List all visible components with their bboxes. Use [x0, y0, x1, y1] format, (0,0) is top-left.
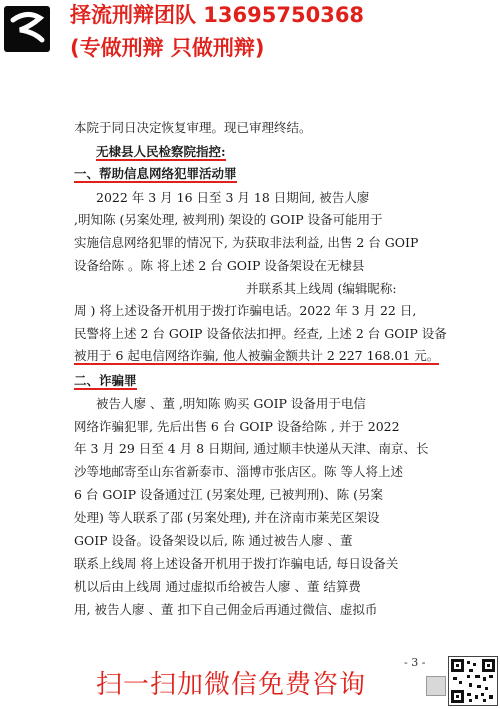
text-line: 沙等地邮寄至山东省新泰市、淄博市张店区。陈 等人将上述	[74, 464, 403, 479]
section-label	[96, 141, 226, 163]
text-line: 6 台 GOIP 设备通过江 (另案处理, 已被判刑)、陈 (另案	[74, 487, 383, 502]
text-line: 联系上线周 将上述设备开机用于拨打诈骗电话, 每日设备关	[74, 556, 399, 571]
text-line: 设备给陈 。陈 将上述 2 台 GOIP 设备架设在无棣县	[74, 258, 365, 273]
header-subtitle: (专做刑辩 只做刑辩)	[70, 36, 265, 60]
text-line: GOIP 设备。设备架设以后, 陈 通过被告人廖 、董	[74, 533, 353, 548]
highlighted-line-text: 被用于 6 起电信网络诈骗, 他人被骗金额共计 2 227 168.01 元。	[74, 348, 440, 363]
highlighted-line	[74, 345, 439, 367]
section-label-text: 无棣县人民检察院指控:	[96, 144, 226, 159]
text-line: 网络诈骗犯罪, 先后出售 6 台 GOIP 设备给陈 , 并于 2022	[74, 419, 400, 434]
logo-mark-icon	[4, 6, 50, 52]
text-line: 实施信息网络犯罪的情况下, 为获取非法利益, 出售 2 台 GOIP	[74, 235, 419, 250]
qr-code	[448, 656, 498, 706]
text-line: 处理) 等人联系了邵 (另案处理), 并在济南市莱芜区架设	[74, 510, 380, 525]
text-line: 被告人廖 、董 ,明知陈 购买 GOIP 设备用于电信	[96, 396, 366, 411]
qr-code-icon	[449, 657, 497, 705]
footer-wechat-cta: 扫一扫加微信免费咨询	[96, 670, 367, 700]
text-line: 民警将上述 2 台 GOIP 设备依法扣押。经查, 上述 2 台 GOIP 设备	[74, 326, 447, 341]
page-number: - 3 -	[404, 656, 426, 669]
text-line: 2022 年 3 月 16 日至 3 月 18 日期间, 被告人廖	[96, 190, 370, 205]
logo	[4, 6, 50, 52]
section-heading	[74, 163, 237, 185]
text-line: 周 ) 将上述设备开机用于拨打诈骗电话。2022 年 3 月 22 日,	[74, 303, 417, 318]
section-heading-text: 一、帮助信息网络犯罪活动罪	[74, 166, 237, 181]
text-line: ,明知陈 (另案处理, 被判刑) 架设的 GOIP 设备可能用于	[74, 212, 383, 227]
section-heading-text: 二、诈骗罪	[74, 373, 137, 388]
header-title: 择流刑辩团队 13695750368	[70, 3, 365, 27]
text-line: 用, 被告人廖 、董 扣下自己佣金后再通过微信、虚拟币	[74, 602, 378, 617]
text-line: 机以后由上线周 通过虚拟币给被告人廖 、董 结算费	[74, 579, 361, 594]
text-line: 本院于同日决定恢复审理。现已审理终结。	[74, 120, 312, 135]
text-line: 年 3 月 29 日至 4 月 8 日期间, 通过顺丰快递从天津、南京、长	[74, 441, 429, 456]
section-heading	[74, 370, 137, 392]
small-qr-icon	[426, 676, 446, 696]
text-line: 并联系其上线周 (编辑昵称:	[246, 281, 397, 296]
